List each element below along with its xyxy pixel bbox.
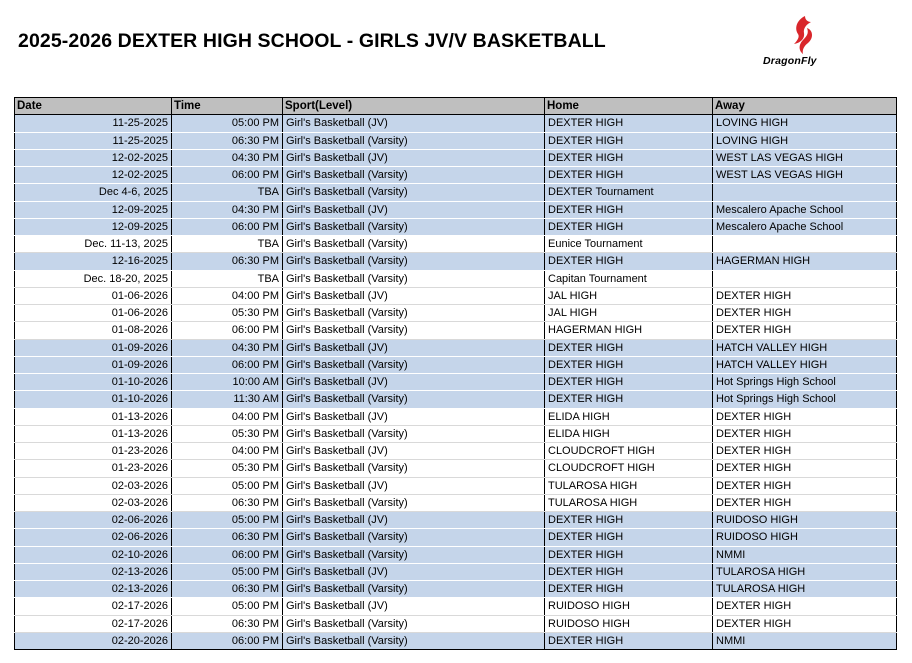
table-row: [15, 184, 897, 201]
cell-date: 12-09-2025: [15, 201, 172, 218]
cell-time: 06:30 PM: [172, 529, 283, 546]
table-row: [15, 132, 897, 149]
cell-away: DEXTER HIGH: [713, 460, 897, 477]
cell-home: DEXTER HIGH: [545, 563, 713, 580]
cell-time: 06:00 PM: [172, 356, 283, 373]
table-row: [15, 477, 897, 494]
table-row: [15, 218, 897, 235]
cell-away: HAGERMAN HIGH: [713, 253, 897, 270]
cell-away: LOVING HIGH: [713, 132, 897, 149]
cell-sport: Girl's Basketball (JV): [283, 374, 545, 391]
cell-sport: Girl's Basketball (JV): [283, 443, 545, 460]
table-row: [15, 563, 897, 580]
cell-sport: Girl's Basketball (JV): [283, 287, 545, 304]
cell-home: DEXTER HIGH: [545, 374, 713, 391]
cell-time: 04:00 PM: [172, 287, 283, 304]
cell-home: DEXTER HIGH: [545, 391, 713, 408]
cell-sport: Girl's Basketball (Varsity): [283, 460, 545, 477]
cell-away: DEXTER HIGH: [713, 477, 897, 494]
cell-home: TULAROSA HIGH: [545, 477, 713, 494]
table-row: [15, 339, 897, 356]
cell-away: DEXTER HIGH: [713, 322, 897, 339]
cell-sport: Girl's Basketball (JV): [283, 339, 545, 356]
cell-away: HATCH VALLEY HIGH: [713, 356, 897, 373]
cell-home: DEXTER HIGH: [545, 115, 713, 132]
cell-away: DEXTER HIGH: [713, 408, 897, 425]
cell-time: 10:00 AM: [172, 374, 283, 391]
cell-away: DEXTER HIGH: [713, 287, 897, 304]
cell-time: 05:00 PM: [172, 477, 283, 494]
table-row: [15, 236, 897, 253]
cell-home: DEXTER HIGH: [545, 218, 713, 235]
cell-time: 05:30 PM: [172, 305, 283, 322]
cell-away: [713, 184, 897, 201]
cell-sport: Girl's Basketball (JV): [283, 115, 545, 132]
cell-date: 01-09-2026: [15, 339, 172, 356]
header-time: Time: [172, 98, 283, 115]
cell-time: 06:00 PM: [172, 546, 283, 563]
cell-away: [713, 236, 897, 253]
cell-home: RUIDOSO HIGH: [545, 615, 713, 632]
cell-time: 04:00 PM: [172, 443, 283, 460]
table-row: [15, 632, 897, 649]
cell-home: DEXTER HIGH: [545, 132, 713, 149]
cell-date: 01-23-2026: [15, 460, 172, 477]
cell-away: RUIDOSO HIGH: [713, 529, 897, 546]
cell-away: Hot Springs High School: [713, 374, 897, 391]
cell-time: 11:30 AM: [172, 391, 283, 408]
cell-home: DEXTER HIGH: [545, 167, 713, 184]
cell-time: 04:30 PM: [172, 201, 283, 218]
cell-sport: Girl's Basketball (Varsity): [283, 546, 545, 563]
cell-date: 01-13-2026: [15, 425, 172, 442]
header-away: Away: [713, 98, 897, 115]
cell-date: Dec 4-6, 2025: [15, 184, 172, 201]
cell-sport: Girl's Basketball (JV): [283, 149, 545, 166]
cell-home: HAGERMAN HIGH: [545, 322, 713, 339]
cell-home: CLOUDCROFT HIGH: [545, 460, 713, 477]
table-row: [15, 149, 897, 166]
cell-date: 01-06-2026: [15, 305, 172, 322]
table-row: [15, 167, 897, 184]
cell-home: DEXTER HIGH: [545, 253, 713, 270]
table-row: [15, 512, 897, 529]
cell-date: 01-09-2026: [15, 356, 172, 373]
cell-sport: Girl's Basketball (Varsity): [283, 253, 545, 270]
cell-date: 02-17-2026: [15, 615, 172, 632]
cell-sport: Girl's Basketball (Varsity): [283, 356, 545, 373]
cell-home: DEXTER HIGH: [545, 201, 713, 218]
cell-time: 04:30 PM: [172, 149, 283, 166]
cell-time: 05:00 PM: [172, 563, 283, 580]
cell-date: 12-02-2025: [15, 167, 172, 184]
cell-away: DEXTER HIGH: [713, 305, 897, 322]
cell-date: 11-25-2025: [15, 115, 172, 132]
cell-away: WEST LAS VEGAS HIGH: [713, 149, 897, 166]
cell-sport: Girl's Basketball (JV): [283, 477, 545, 494]
cell-sport: Girl's Basketball (Varsity): [283, 270, 545, 287]
cell-sport: Girl's Basketball (Varsity): [283, 581, 545, 598]
logo-wordmark: DragonFly: [763, 55, 817, 67]
cell-date: 02-13-2026: [15, 563, 172, 580]
table-row: [15, 615, 897, 632]
cell-home: DEXTER HIGH: [545, 529, 713, 546]
cell-time: 06:30 PM: [172, 581, 283, 598]
cell-time: 04:30 PM: [172, 339, 283, 356]
cell-away: DEXTER HIGH: [713, 494, 897, 511]
cell-date: 12-02-2025: [15, 149, 172, 166]
table-row: [15, 581, 897, 598]
cell-away: RUIDOSO HIGH: [713, 512, 897, 529]
cell-sport: Girl's Basketball (Varsity): [283, 529, 545, 546]
cell-date: 01-06-2026: [15, 287, 172, 304]
cell-home: JAL HIGH: [545, 305, 713, 322]
cell-home: DEXTER HIGH: [545, 512, 713, 529]
cell-time: 06:00 PM: [172, 322, 283, 339]
cell-sport: Girl's Basketball (Varsity): [283, 615, 545, 632]
cell-date: 12-16-2025: [15, 253, 172, 270]
cell-date: 01-13-2026: [15, 408, 172, 425]
cell-time: 06:30 PM: [172, 132, 283, 149]
cell-home: Eunice Tournament: [545, 236, 713, 253]
cell-date: 11-25-2025: [15, 132, 172, 149]
table-row: [15, 460, 897, 477]
table-row: [15, 287, 897, 304]
table-row: [15, 425, 897, 442]
cell-sport: Girl's Basketball (Varsity): [283, 632, 545, 649]
cell-time: 05:00 PM: [172, 598, 283, 615]
cell-away: TULAROSA HIGH: [713, 581, 897, 598]
cell-time: 05:30 PM: [172, 425, 283, 442]
cell-away: DEXTER HIGH: [713, 425, 897, 442]
header-home: Home: [545, 98, 713, 115]
cell-home: CLOUDCROFT HIGH: [545, 443, 713, 460]
table-row: [15, 322, 897, 339]
cell-date: 02-17-2026: [15, 598, 172, 615]
table-row: [15, 391, 897, 408]
cell-date: 01-10-2026: [15, 374, 172, 391]
cell-away: WEST LAS VEGAS HIGH: [713, 167, 897, 184]
cell-sport: Girl's Basketball (JV): [283, 512, 545, 529]
cell-sport: Girl's Basketball (JV): [283, 201, 545, 218]
cell-home: DEXTER HIGH: [545, 632, 713, 649]
cell-home: DEXTER Tournament: [545, 184, 713, 201]
cell-away: HATCH VALLEY HIGH: [713, 339, 897, 356]
cell-sport: Girl's Basketball (Varsity): [283, 322, 545, 339]
cell-home: DEXTER HIGH: [545, 356, 713, 373]
cell-time: 05:00 PM: [172, 115, 283, 132]
table-row: [15, 270, 897, 287]
table-row: [15, 529, 897, 546]
table-row: [15, 494, 897, 511]
table-row: [15, 546, 897, 563]
cell-away: DEXTER HIGH: [713, 615, 897, 632]
dragonfly-logo: [758, 14, 850, 70]
table-row: [15, 201, 897, 218]
cell-away: [713, 270, 897, 287]
cell-sport: Girl's Basketball (Varsity): [283, 184, 545, 201]
cell-home: DEXTER HIGH: [545, 149, 713, 166]
cell-time: 06:30 PM: [172, 615, 283, 632]
cell-sport: Girl's Basketball (Varsity): [283, 132, 545, 149]
table-row: [15, 408, 897, 425]
cell-away: TULAROSA HIGH: [713, 563, 897, 580]
cell-time: 06:00 PM: [172, 632, 283, 649]
cell-date: 01-23-2026: [15, 443, 172, 460]
cell-date: 02-06-2026: [15, 512, 172, 529]
cell-home: DEXTER HIGH: [545, 546, 713, 563]
cell-date: 02-03-2026: [15, 477, 172, 494]
cell-sport: Girl's Basketball (Varsity): [283, 425, 545, 442]
cell-date: 02-20-2026: [15, 632, 172, 649]
cell-away: DEXTER HIGH: [713, 443, 897, 460]
header-sport: Sport(Level): [283, 98, 545, 115]
cell-date: 02-06-2026: [15, 529, 172, 546]
cell-date: 12-09-2025: [15, 218, 172, 235]
cell-home: ELIDA HIGH: [545, 408, 713, 425]
cell-time: TBA: [172, 236, 283, 253]
cell-sport: Girl's Basketball (Varsity): [283, 218, 545, 235]
table-row: [15, 374, 897, 391]
cell-sport: Girl's Basketball (Varsity): [283, 305, 545, 322]
cell-date: 01-08-2026: [15, 322, 172, 339]
cell-date: 02-13-2026: [15, 581, 172, 598]
cell-sport: Girl's Basketball (JV): [283, 563, 545, 580]
cell-date: Dec. 18-20, 2025: [15, 270, 172, 287]
cell-home: DEXTER HIGH: [545, 339, 713, 356]
cell-sport: Girl's Basketball (Varsity): [283, 167, 545, 184]
cell-away: LOVING HIGH: [713, 115, 897, 132]
schedule-table: [14, 97, 897, 650]
cell-home: JAL HIGH: [545, 287, 713, 304]
table-row: [15, 253, 897, 270]
cell-home: DEXTER HIGH: [545, 581, 713, 598]
cell-sport: Girl's Basketball (JV): [283, 408, 545, 425]
cell-away: Mescalero Apache School: [713, 201, 897, 218]
table-row: [15, 356, 897, 373]
cell-date: 02-03-2026: [15, 494, 172, 511]
cell-date: 02-10-2026: [15, 546, 172, 563]
cell-time: 06:30 PM: [172, 253, 283, 270]
cell-time: TBA: [172, 270, 283, 287]
cell-away: DEXTER HIGH: [713, 598, 897, 615]
cell-sport: Girl's Basketball (Varsity): [283, 236, 545, 253]
page-title: 2025-2026 DEXTER HIGH SCHOOL - GIRLS JV/V BASKETBALL: [18, 30, 606, 52]
cell-time: TBA: [172, 184, 283, 201]
cell-time: 04:00 PM: [172, 408, 283, 425]
table-row: [15, 305, 897, 322]
cell-away: NMMI: [713, 632, 897, 649]
cell-date: Dec. 11-13, 2025: [15, 236, 172, 253]
cell-time: 06:00 PM: [172, 167, 283, 184]
dragonfly-swirl-icon: [788, 14, 818, 56]
cell-home: TULAROSA HIGH: [545, 494, 713, 511]
table-row: [15, 443, 897, 460]
cell-time: 06:30 PM: [172, 494, 283, 511]
cell-home: Capitan Tournament: [545, 270, 713, 287]
cell-time: 05:30 PM: [172, 460, 283, 477]
cell-date: 01-10-2026: [15, 391, 172, 408]
cell-away: Mescalero Apache School: [713, 218, 897, 235]
header-date: Date: [15, 98, 172, 115]
cell-home: ELIDA HIGH: [545, 425, 713, 442]
cell-away: NMMI: [713, 546, 897, 563]
cell-home: RUIDOSO HIGH: [545, 598, 713, 615]
table-row: [15, 598, 897, 615]
cell-sport: Girl's Basketball (Varsity): [283, 391, 545, 408]
table-header-row: [15, 98, 897, 115]
cell-sport: Girl's Basketball (JV): [283, 598, 545, 615]
table-row: [15, 115, 897, 132]
cell-time: 05:00 PM: [172, 512, 283, 529]
cell-time: 06:00 PM: [172, 218, 283, 235]
cell-sport: Girl's Basketball (Varsity): [283, 494, 545, 511]
cell-away: Hot Springs High School: [713, 391, 897, 408]
